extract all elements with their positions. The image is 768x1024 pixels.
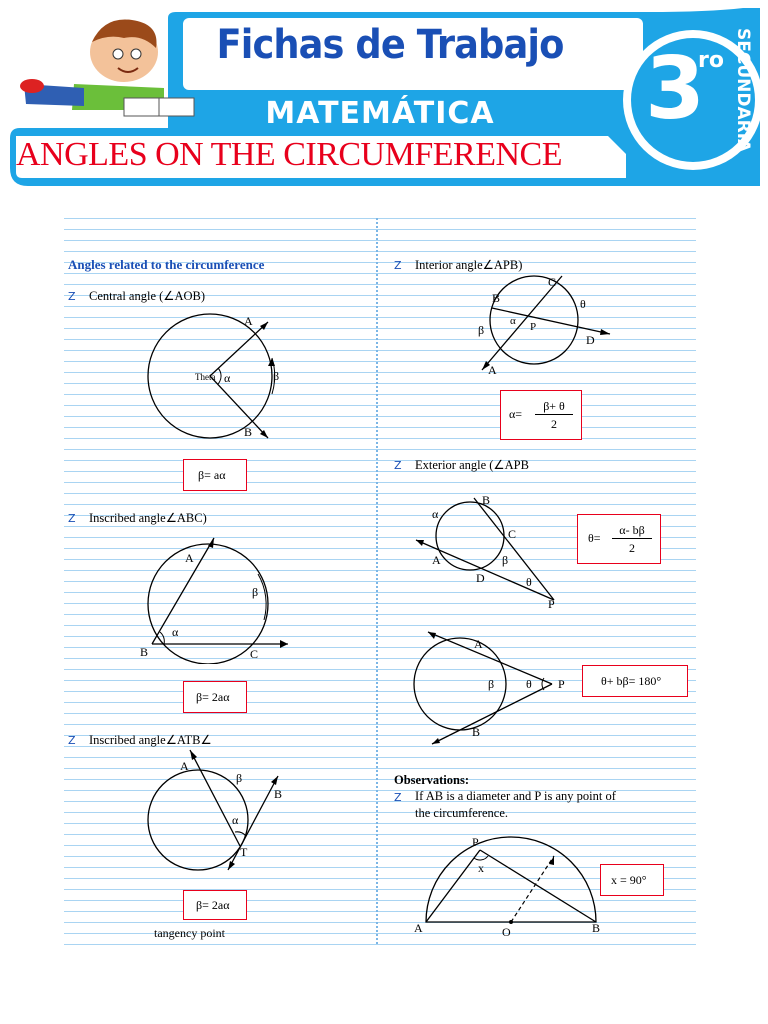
theta-label: θ bbox=[526, 575, 532, 589]
point-d: D bbox=[476, 571, 485, 585]
point-t: T bbox=[240, 845, 248, 859]
tangency-caption: tangency point bbox=[154, 926, 225, 940]
point-p: P bbox=[472, 835, 479, 849]
observations-title: Observations: bbox=[394, 773, 469, 787]
observation-line-1: If AB is a diameter and P is any point of bbox=[415, 789, 616, 803]
beta-label: β bbox=[502, 553, 509, 567]
bullet-icon: Z bbox=[394, 459, 402, 472]
tangents-formula-box bbox=[582, 665, 688, 697]
exterior-angle-diagram bbox=[412, 490, 572, 610]
inscribed-tangent-label: Inscribed angle∠ATB∠ bbox=[89, 733, 212, 747]
theta-label: θ bbox=[580, 297, 586, 311]
exterior-angle-label: Exterior angle (∠APB bbox=[415, 458, 529, 472]
bullet-icon: Z bbox=[68, 290, 76, 303]
central-angle-label: Central angle (∠AOB) bbox=[89, 289, 206, 303]
point-b: B bbox=[592, 921, 601, 935]
level-text: SECUNDARIA bbox=[733, 28, 753, 153]
level-label bbox=[730, 20, 760, 180]
theta-label: Theta bbox=[195, 372, 216, 382]
point-a: A bbox=[180, 759, 189, 773]
beta-label: β bbox=[252, 585, 259, 599]
exterior-formula-lhs: θ= bbox=[588, 531, 601, 545]
point-a: A bbox=[474, 637, 483, 651]
tangent-formula-box bbox=[183, 890, 247, 920]
beta-label: β bbox=[488, 677, 495, 691]
bullet-icon: Z bbox=[68, 512, 76, 525]
point-a: A bbox=[185, 551, 194, 565]
theta-label: θ bbox=[526, 677, 532, 691]
point-b: B bbox=[140, 645, 149, 659]
point-a: A bbox=[244, 314, 253, 328]
beta-label: β bbox=[236, 771, 243, 785]
point-c: C bbox=[250, 647, 259, 661]
worksheet-title: Fichas de Trabajo bbox=[216, 22, 564, 68]
bullet-icon: Z bbox=[394, 259, 402, 272]
semicircle-diagram bbox=[408, 834, 608, 940]
interior-formula-box bbox=[500, 390, 582, 440]
point-o: O bbox=[502, 925, 511, 939]
point-d: D bbox=[586, 333, 595, 347]
point-a: A bbox=[488, 363, 497, 377]
tangents-formula: θ+ bβ= 180° bbox=[601, 674, 662, 688]
page-title: ANGLES ON THE CIRCUMFERENCE bbox=[16, 136, 562, 173]
reading-boy-illustration bbox=[14, 14, 204, 124]
alpha-label: α bbox=[224, 371, 231, 385]
tangent-lines-diagram bbox=[410, 628, 580, 750]
point-b: B bbox=[274, 787, 283, 801]
exterior-formula-box bbox=[577, 514, 661, 564]
interior-formula-numerator: β+ θ bbox=[535, 399, 573, 415]
point-a: A bbox=[414, 921, 423, 935]
exterior-formula-denominator: 2 bbox=[629, 541, 635, 555]
grade-suffix: ro bbox=[698, 48, 724, 73]
section-title: Angles related to the circumference bbox=[68, 257, 265, 272]
exterior-formula-numerator: α- bβ bbox=[612, 523, 652, 539]
subject-label: MATEMÁTICA bbox=[265, 96, 495, 131]
bullet-icon: Z bbox=[68, 734, 76, 747]
interior-formula-denominator: 2 bbox=[551, 417, 557, 431]
alpha-label: α bbox=[510, 315, 516, 327]
inscribed-angle-label: Inscribed angle∠ABC) bbox=[89, 511, 207, 525]
point-b: B bbox=[482, 493, 491, 507]
point-p: P bbox=[530, 321, 537, 333]
alpha-label: α bbox=[172, 625, 179, 639]
interior-angle-diagram bbox=[470, 272, 620, 380]
interior-formula-lhs: α= bbox=[509, 407, 523, 421]
point-b: B bbox=[244, 425, 253, 439]
central-angle-diagram bbox=[140, 310, 300, 445]
semicircle-formula: x = 90° bbox=[611, 873, 647, 887]
beta-label: β bbox=[273, 369, 280, 383]
semicircle-formula-box bbox=[600, 864, 664, 896]
point-c: C bbox=[548, 275, 557, 289]
point-p: P bbox=[558, 677, 565, 691]
point-p: P bbox=[548, 597, 555, 610]
point-b: B bbox=[472, 725, 481, 739]
inscribed-angle-diagram bbox=[138, 534, 298, 664]
point-a: A bbox=[432, 553, 441, 567]
bullet-icon: Z bbox=[394, 791, 402, 804]
inscribed-formula: β= 2aα bbox=[196, 690, 230, 704]
inscribed-formula-box bbox=[183, 681, 247, 713]
x-label: x bbox=[478, 861, 484, 875]
beta-label: β bbox=[478, 323, 485, 337]
point-b: B bbox=[492, 291, 501, 305]
alpha-label: α bbox=[432, 507, 439, 521]
central-formula: β= aα bbox=[198, 468, 226, 482]
tangent-formula: β= 2aα bbox=[196, 898, 230, 912]
interior-angle-label: Interior angle∠APB) bbox=[415, 258, 523, 272]
grade-number: 3 bbox=[645, 39, 705, 139]
observation-line-2: the circumference. bbox=[415, 806, 508, 820]
alpha-label: α bbox=[232, 813, 239, 827]
inscribed-tangent-diagram bbox=[140, 748, 300, 878]
point-c: C bbox=[508, 527, 517, 541]
central-formula-box bbox=[183, 459, 247, 491]
